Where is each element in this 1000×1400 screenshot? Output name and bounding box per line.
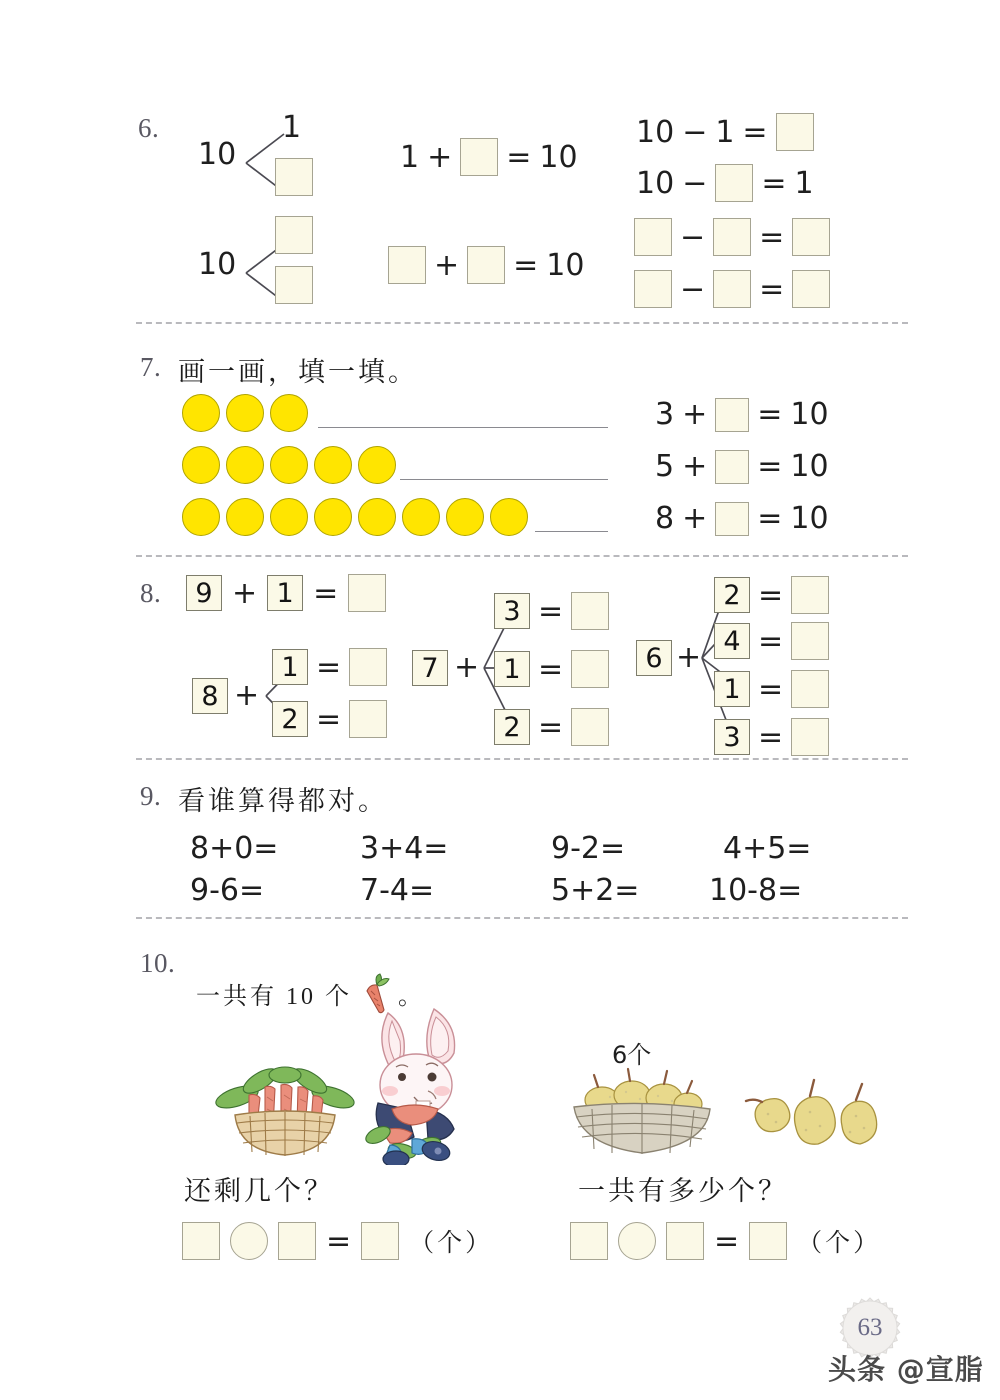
ex10-right-box-2[interactable]: [666, 1222, 704, 1260]
exercise-6-number: 6.: [138, 113, 160, 143]
separator-after-ex9: [136, 917, 908, 919]
ex7-eq1-sum: 10: [790, 397, 829, 432]
ex7-dot: [358, 498, 396, 536]
ex8-tree1-branch-2: [272, 700, 387, 738]
ex10-right-box-1[interactable]: [570, 1222, 608, 1260]
ex7-eq3-a: 8: [655, 501, 675, 536]
ex10-left-box-2[interactable]: [278, 1222, 316, 1260]
ex7-equation-2: [655, 449, 829, 484]
ex6-decomp-1-top: 1: [282, 110, 302, 145]
ex6-decomp-1-bottom-box[interactable]: [275, 158, 313, 196]
ex9-r1-c2: 3+4=: [360, 831, 449, 866]
ex7-equation-3: [655, 501, 829, 536]
ex6-add2-sum: 10: [546, 247, 585, 283]
ex10-left-box-3[interactable]: [361, 1222, 399, 1260]
ex6-subtraction-3: [634, 218, 830, 256]
ex8-tree3-branch-4: [714, 718, 829, 756]
ex6-sub4-equals: =: [759, 271, 785, 307]
ex7-dot: [490, 498, 528, 536]
ex7-eq2-box[interactable]: [715, 450, 749, 484]
ex8-tree1-result-box-2[interactable]: [349, 700, 387, 738]
ex6-subtraction-1: [636, 113, 814, 151]
ex8-tree3-branch-2: [714, 622, 829, 660]
ex8-tree2-result-box-3[interactable]: [571, 708, 609, 746]
ex7-eq3-equals: =: [757, 501, 783, 536]
ex7-dot: [226, 394, 264, 432]
ex6-subtraction-4: [634, 270, 830, 308]
ex6-sub3-equals: =: [759, 219, 785, 255]
ex6-add1-box[interactable]: [460, 138, 498, 176]
ex9-r1-c3: 9-2=: [551, 831, 626, 866]
ex7-eq1-plus: +: [682, 397, 708, 432]
ex8-tree1-plus: +: [234, 678, 260, 713]
ex6-sub3-box-b[interactable]: [713, 218, 751, 256]
ex9-r2-c2: 7-4=: [360, 873, 435, 908]
ex6-add2-equals: =: [513, 247, 539, 283]
ex7-eq1-equals: =: [757, 397, 783, 432]
ex8-tree1-branch-1: [272, 648, 387, 686]
ex9-r2-c1: 9-6=: [190, 873, 265, 908]
ex8-tree3-addend-1[interactable]: 2: [714, 577, 750, 613]
ex6-addition-2: [388, 246, 584, 284]
ex8-simple-b[interactable]: 1: [267, 575, 303, 611]
ex8-tree3-result-box-2[interactable]: [791, 622, 829, 660]
ex6-sub2-box[interactable]: [715, 164, 753, 202]
ex7-eq2-sum: 10: [790, 449, 829, 484]
ex8-simple-plus: +: [232, 575, 258, 611]
ex10-left-box-1[interactable]: [182, 1222, 220, 1260]
ex10-prompt-period: 。: [398, 983, 425, 1010]
exercise-7-number: 7.: [140, 352, 162, 382]
ex8-tree2-addend-3[interactable]: 2: [494, 709, 530, 745]
exercise-7-title: 画一画，填一填。: [178, 357, 418, 387]
ex6-sub4-result-box[interactable]: [792, 270, 830, 308]
ex8-tree2-result-box-2[interactable]: [571, 650, 609, 688]
ex8-tree1-equals-1: =: [316, 649, 342, 685]
watermark: 头条 @宣脂: [828, 1353, 984, 1386]
ex6-sub4-box-b[interactable]: [713, 270, 751, 308]
ex8-tree3-addend-3[interactable]: 1: [714, 671, 750, 707]
ex7-eq3-box[interactable]: [715, 502, 749, 536]
separator-after-ex8: [136, 758, 908, 760]
ex8-tree3-result-box-4[interactable]: [791, 718, 829, 756]
ex8-tree3-equals-4: =: [758, 719, 784, 755]
ex7-dot: [358, 446, 396, 484]
loose-pears-illustration: [742, 1070, 887, 1160]
ex8-tree3-addend-2[interactable]: 4: [714, 623, 750, 659]
ex6-sub2-minus: −: [682, 165, 708, 201]
ex6-sub1-result-box[interactable]: [776, 113, 814, 151]
ex6-sub2-equals: =: [761, 165, 787, 201]
ex6-sub2-a: 10: [636, 165, 675, 201]
ex8-tree2-branch-2: [494, 650, 609, 688]
ex10-prompt-text: 一共有 10 个: [196, 983, 352, 1010]
ex10-left-operator-circle[interactable]: [230, 1222, 268, 1260]
ex9-r1-c1: 8+0=: [190, 831, 279, 866]
ex7-equation-1: [655, 397, 829, 432]
ex6-sub4-minus: −: [680, 271, 706, 307]
ex6-add2-box-a[interactable]: [388, 246, 426, 284]
exercise-9-title: 看谁算得都对。: [178, 786, 388, 816]
exercise-9-number: 9.: [140, 781, 162, 811]
ex8-tree3-equals-3: =: [758, 671, 784, 707]
rabbit-illustration: [330, 1005, 490, 1165]
ex8-tree3-branch-3: [714, 670, 829, 708]
ex6-sub3-box-a[interactable]: [634, 218, 672, 256]
ex8-tree2-addend-2[interactable]: 1: [494, 651, 530, 687]
ex7-dot: [270, 446, 308, 484]
ex7-eq3-sum: 10: [790, 501, 829, 536]
ex6-add2-box-b[interactable]: [467, 246, 505, 284]
ex7-eq2-a: 5: [655, 449, 675, 484]
ex6-subtraction-2: [636, 164, 814, 202]
ex6-add2-plus: +: [434, 247, 460, 283]
ex7-dot: [270, 498, 308, 536]
ex6-decomp-2-bottom-box[interactable]: [275, 266, 313, 304]
ex8-tree3-addend-4[interactable]: 3: [714, 719, 750, 755]
ex8-tree2-equals-1: =: [538, 593, 564, 629]
ex6-addition-1: [400, 138, 578, 176]
ex10-pear-label: 6个: [612, 1041, 652, 1069]
ex7-eq2-plus: +: [682, 449, 708, 484]
ex6-sub2-result: 1: [794, 165, 814, 201]
ex7-dot: [446, 498, 484, 536]
ex7-eq1-a: 3: [655, 397, 675, 432]
ex7-line-1[interactable]: [318, 427, 608, 428]
ex7-eq1-box[interactable]: [715, 398, 749, 432]
exercise-10-number: 10.: [140, 948, 176, 978]
ex8-tree3-result-box-3[interactable]: [791, 670, 829, 708]
ex6-decomp-2-total: 10: [198, 247, 237, 282]
ex6-sub4-box-a[interactable]: [634, 270, 672, 308]
ex8-tree3-base[interactable]: 6: [636, 640, 672, 676]
ex7-line-2[interactable]: [400, 479, 608, 480]
ex10-left-question: 还剩几个？: [184, 1176, 334, 1206]
ex9-r2-c3: 5+2=: [551, 873, 640, 908]
ex10-right-equals: =: [714, 1223, 740, 1259]
ex7-dot: [314, 446, 352, 484]
ex8-tree3-result-box-1[interactable]: [791, 576, 829, 614]
ex7-line-3[interactable]: [535, 531, 608, 532]
ex9-r2-c4: 10-8=: [709, 873, 803, 908]
ex6-add1-sum: 10: [539, 139, 578, 175]
ex6-decomp-1-total: 10: [198, 137, 237, 172]
ex10-left-unit: （个）: [409, 1230, 494, 1257]
ex6-sub1-b: 1: [715, 114, 735, 150]
ex6-add1-plus: +: [427, 139, 453, 175]
ex7-dot: [226, 446, 264, 484]
exercise-8-number: 8.: [140, 578, 162, 608]
ex6-sub3-minus: −: [680, 219, 706, 255]
ex8-simple-equation: [186, 574, 386, 612]
ex8-tree2-branch-1: [494, 592, 609, 630]
ex8-tree1-addend-2[interactable]: 2: [272, 701, 308, 737]
ex10-right-operator-circle[interactable]: [618, 1222, 656, 1260]
ex8-tree2-equals-3: =: [538, 709, 564, 745]
ex10-left-answer-row: [182, 1222, 493, 1260]
ex6-add1-a: 1: [400, 139, 420, 175]
ex6-sub1-a: 10: [636, 114, 675, 150]
ex7-dot: [182, 446, 220, 484]
ex8-tree2-equals-2: =: [538, 651, 564, 687]
page-number: 63: [857, 1314, 883, 1341]
ex8-tree1-addend-1[interactable]: 1: [272, 649, 308, 685]
ex7-dot: [182, 394, 220, 432]
ex8-simple-sum-box[interactable]: [348, 574, 386, 612]
ex6-add1-equals: =: [506, 139, 532, 175]
ex7-eq2-equals: =: [757, 449, 783, 484]
ex6-sub1-minus: −: [682, 114, 708, 150]
ex9-r1-c4: 4+5=: [723, 831, 812, 866]
ex7-dot: [270, 394, 308, 432]
separator-after-ex7: [136, 555, 908, 557]
ex8-tree3-branch-1: [714, 576, 829, 614]
ex8-tree2-branch-3: [494, 708, 609, 746]
ex8-tree3-equals-2: =: [758, 623, 784, 659]
ex8-tree2-addend-1[interactable]: 3: [494, 593, 530, 629]
ex8-tree1-base[interactable]: 8: [192, 678, 228, 714]
ex8-tree2-plus: +: [454, 650, 480, 685]
ex7-dot: [402, 498, 440, 536]
ex8-tree3-equals-1: =: [758, 577, 784, 613]
ex6-sub3-result-box[interactable]: [792, 218, 830, 256]
ex10-right-answer-row: [570, 1222, 881, 1260]
ex8-simple-a[interactable]: 9: [186, 575, 222, 611]
ex10-right-question: 一共有多少个？: [578, 1176, 788, 1206]
ex7-eq3-plus: +: [682, 501, 708, 536]
pear-basket-illustration: [560, 1065, 720, 1160]
ex8-tree3-plus: +: [676, 640, 702, 675]
ex8-tree1-result-box-1[interactable]: [349, 648, 387, 686]
ex7-dot: [226, 498, 264, 536]
ex8-tree2-base[interactable]: 7: [412, 650, 448, 686]
ex6-decomp-2-top-box[interactable]: [275, 216, 313, 254]
ex10-right-unit: （个）: [797, 1230, 882, 1257]
ex10-right-box-3[interactable]: [749, 1222, 787, 1260]
ex8-simple-equals: =: [313, 575, 339, 611]
ex10-left-equals: =: [326, 1223, 352, 1259]
ex7-dot: [314, 498, 352, 536]
separator-after-ex6: [136, 322, 908, 324]
ex6-sub1-equals: =: [742, 114, 768, 150]
ex8-tree1-equals-2: =: [316, 701, 342, 737]
ex8-tree2-result-box-1[interactable]: [571, 592, 609, 630]
ex7-dot: [182, 498, 220, 536]
